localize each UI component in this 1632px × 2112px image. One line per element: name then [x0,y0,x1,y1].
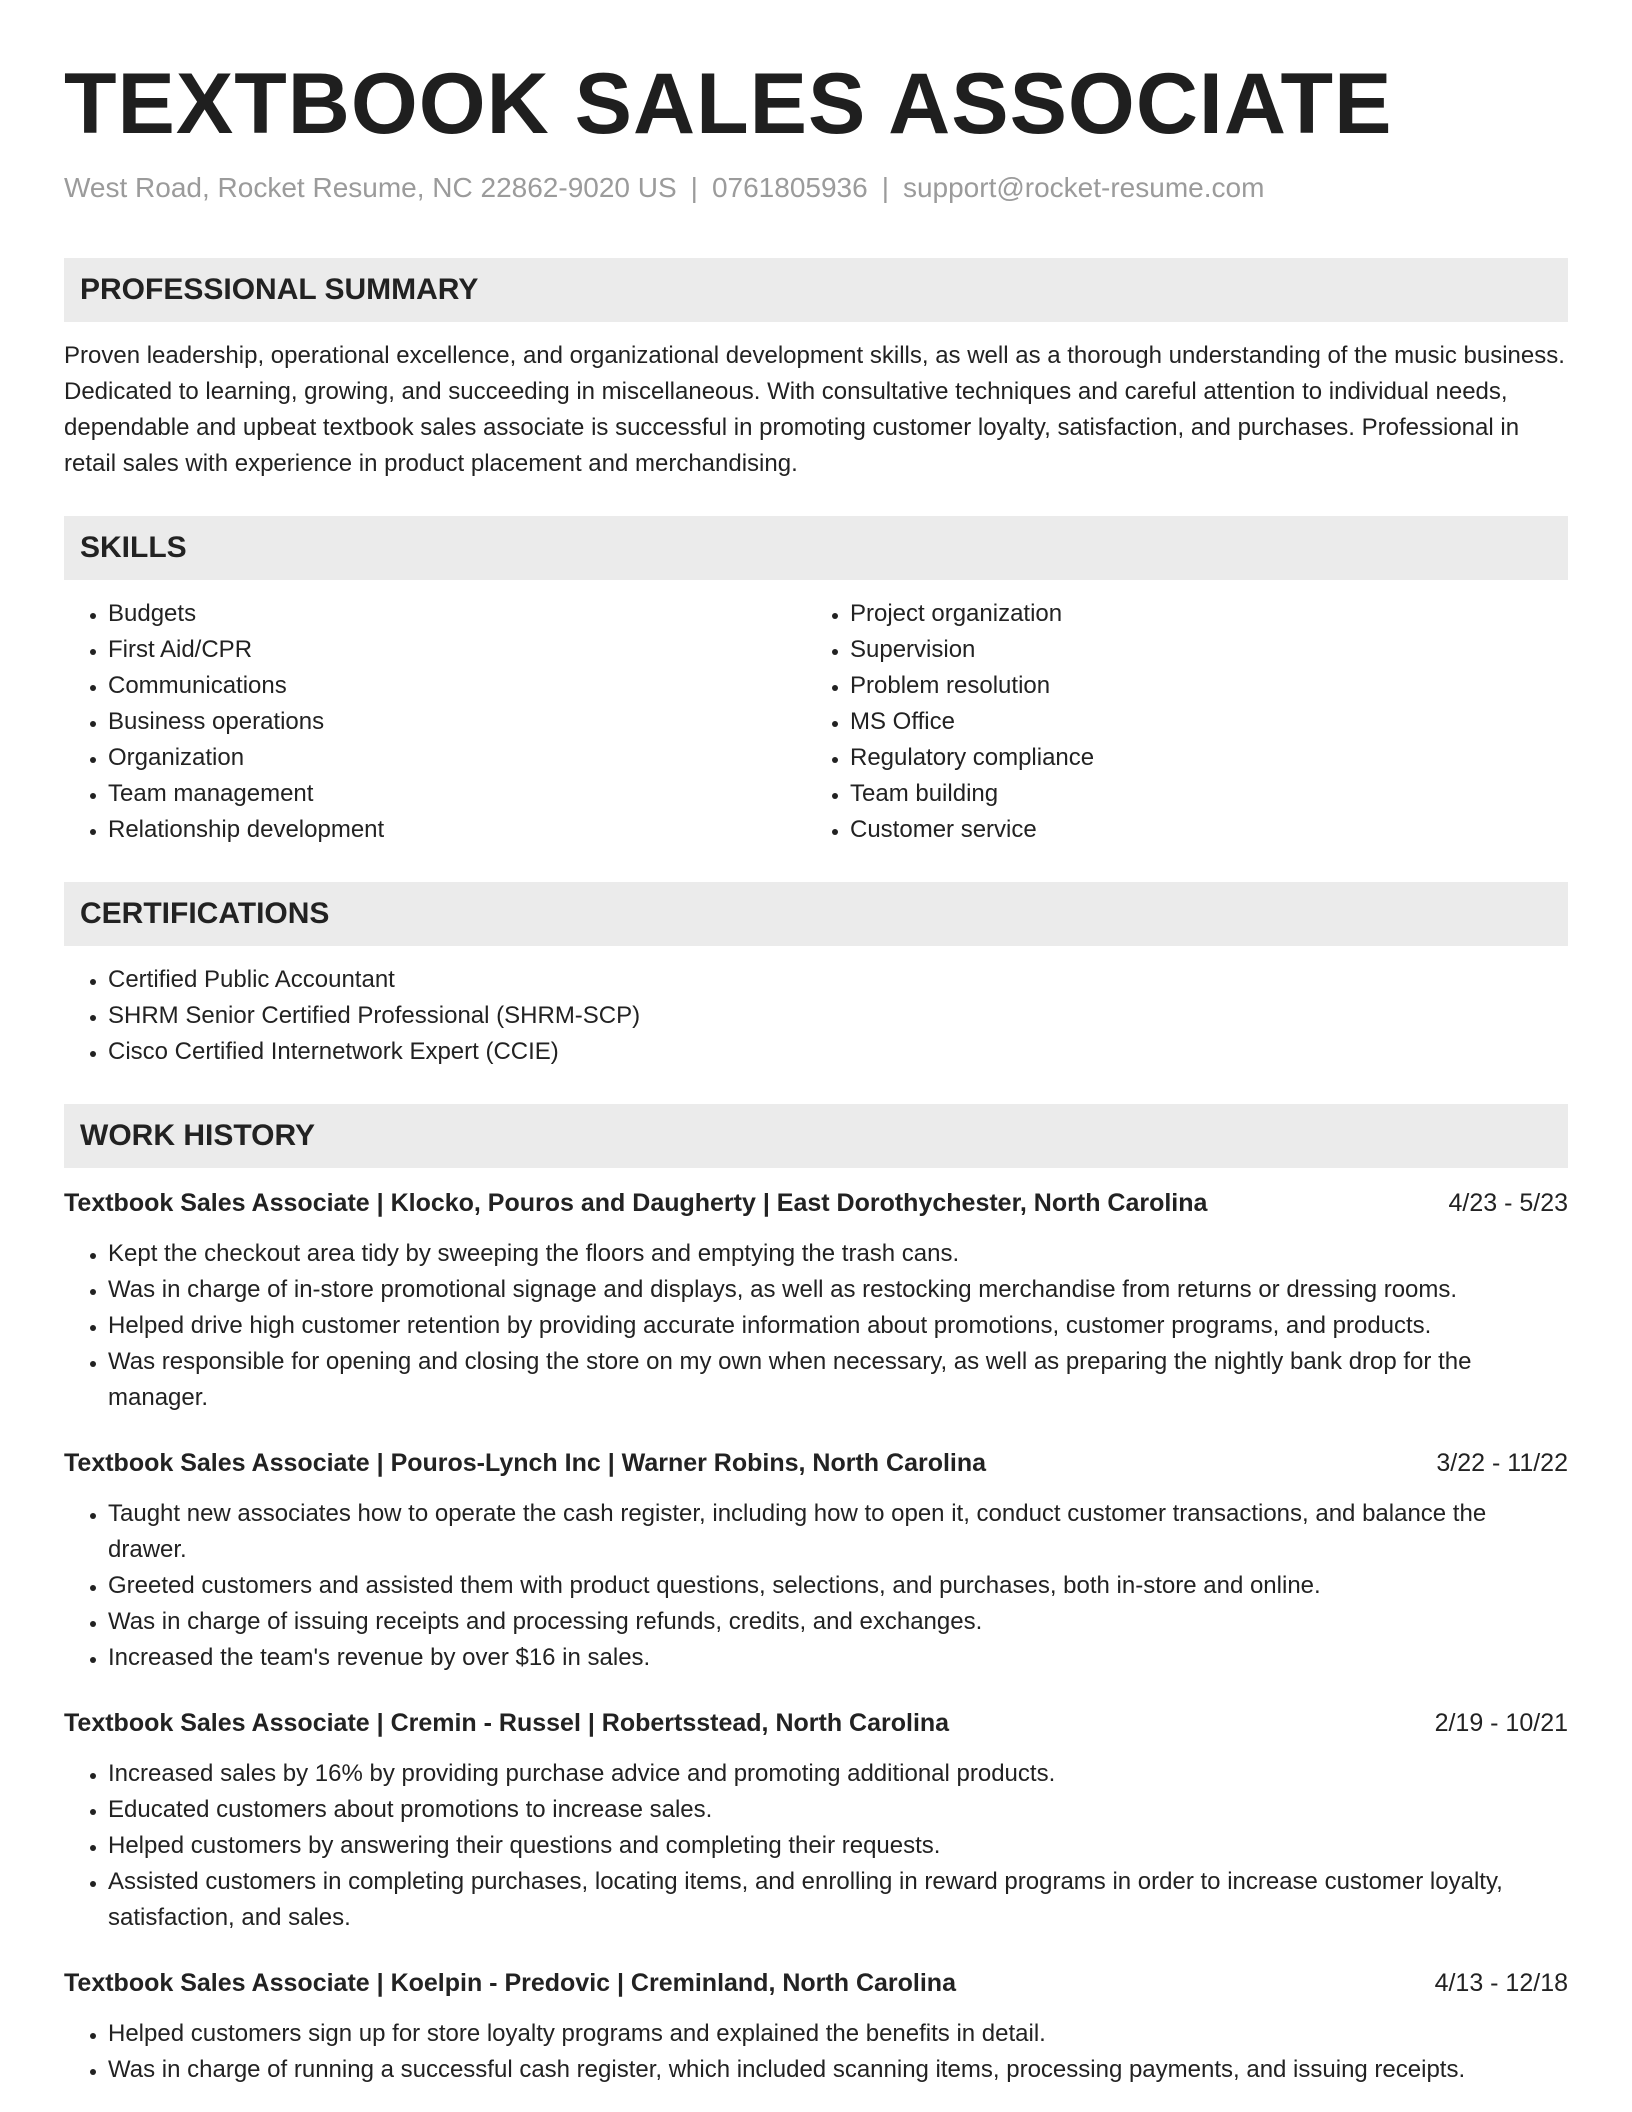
skill-item: • Budgets [108,596,806,632]
skill-item: • First Aid/CPR [108,632,806,668]
resume-content [64,58,1568,2088]
skill-item: • MS Office [850,704,1548,740]
job-bullets [64,1756,1568,1936]
job-bullet: • Was responsible for opening and closing the store on my own when necessary, as well as preparing the nightly bank drop for the manager. [108,1344,1568,1416]
job-entry [64,1186,1568,1416]
job-title: Textbook Sales Associate | Klocko, Pouros and Daugherty | East Dorothychester, North Carolina [64,1189,1208,1217]
job-dates: 3/22 - 11/22 [1436,1449,1568,1477]
job-bullet: • Educated customers about promotions to increase sales. [108,1792,1568,1828]
skill-item: • Problem resolution [850,668,1548,704]
certifications-heading: CERTIFICATIONS [64,882,1568,946]
job-header [64,1706,1568,1740]
job-bullet: • Increased sales by 16% by providing purchase advice and promoting additional products. [108,1756,1568,1792]
job-dates: 4/23 - 5/23 [1448,1189,1568,1217]
skills-list [64,596,1568,848]
job-bullet: • Assisted customers in completing purchases, locating items, and enrolling in reward programs in order to increase customer loyalty, satisfaction, and sales. [108,1864,1568,1936]
job-title: Textbook Sales Associate | Cremin - Russel | Robertsstead, North Carolina [64,1709,950,1737]
job-dates: 4/13 - 12/18 [1434,1969,1568,1997]
summary-heading: PROFESSIONAL SUMMARY [64,258,1568,322]
job-header [64,1446,1568,1480]
skill-item: • Relationship development [108,812,806,848]
summary-text: Proven leadership, operational excellence, and organizational development skills, as well as a thorough understanding of the music business. Dedicated to learning, growing, and succeeding in miscellaneous. With consultative techniques and careful attention to individual needs, dependable and upbeat textbook sales associate is successful in promoting customer loyalty, satisfaction, and purchases. Professional in retail sales with experience in product placement and merchandising. [64,342,1565,477]
job-bullets [64,1496,1568,1676]
certification-item: • Cisco Certified Internetwork Expert (CCIE) [108,1034,1568,1070]
job-entry [64,1706,1568,1936]
skill-item: • Customer service [850,812,1548,848]
skill-item: • Communications [108,668,806,704]
contact-line [64,170,1568,206]
job-entry [64,1966,1568,2088]
job-bullet: • Was in charge of running a successful cash register, which included scanning items, processing payments, and issuing receipts. [108,2052,1568,2088]
contact-email[interactable]: support@rocket-resume.com [902,172,1265,203]
job-header [64,1966,1568,2000]
skill-item: • Team building [850,776,1548,812]
job-header [64,1186,1568,1220]
job-dates: 2/19 - 10/21 [1434,1709,1568,1737]
resume-title: TEXTBOOK SALES ASSOCIATE [64,56,1393,152]
job-bullet: • Increased the team's revenue by over $16 in sales. [108,1640,1568,1676]
work-history-heading: WORK HISTORY [64,1104,1568,1168]
contact-address: West Road, Rocket Resume, NC 22862-9020 US [64,172,677,203]
job-bullet: • Taught new associates how to operate the cash register, including how to open it, conduct customer transactions, and balance the drawer. [108,1496,1568,1568]
skill-item: • Supervision [850,632,1548,668]
job-bullet: • Greeted customers and assisted them with product questions, selections, and purchases, both in-store and online. [108,1568,1568,1604]
certifications-list [64,962,1568,1070]
skill-item: • Team management [108,776,806,812]
skills-left-column [64,596,806,848]
skills-heading: SKILLS [64,516,1568,580]
job-bullet: • Helped drive high customer retention by providing accurate information about promotions, customer programs, and products. [108,1308,1568,1344]
job-bullet: • Helped customers sign up for store loyalty programs and explained the benefits in detail. [108,2016,1568,2052]
contact-separator: | [881,172,889,203]
job-bullet: • Was in charge of in-store promotional signage and displays, as well as restocking merchandise from returns or dressing rooms. [108,1272,1568,1308]
certification-item: • Certified Public Accountant [108,962,1568,998]
job-title: Textbook Sales Associate | Koelpin - Predovic | Creminland, North Carolina [64,1969,956,1997]
job-bullets [64,2016,1568,2088]
skill-item: • Project organization [850,596,1548,632]
job-title: Textbook Sales Associate | Pouros-Lynch Inc | Warner Robins, North Carolina [64,1449,987,1477]
skill-item: • Organization [108,740,806,776]
job-bullet: • Was in charge of issuing receipts and processing refunds, credits, and exchanges. [108,1604,1568,1640]
certification-item: • SHRM Senior Certified Professional (SHRM-SCP) [108,998,1568,1034]
skill-item: • Regulatory compliance [850,740,1548,776]
job-bullet: • Kept the checkout area tidy by sweeping the floors and emptying the trash cans. [108,1236,1568,1272]
contact-separator: | [690,172,698,203]
job-bullet: • Helped customers by answering their questions and completing their requests. [108,1828,1568,1864]
skills-right-column [806,596,1548,848]
contact-phone: 0761805936 [711,172,868,203]
job-bullets [64,1236,1568,1416]
job-entry [64,1446,1568,1676]
skill-item: • Business operations [108,704,806,740]
